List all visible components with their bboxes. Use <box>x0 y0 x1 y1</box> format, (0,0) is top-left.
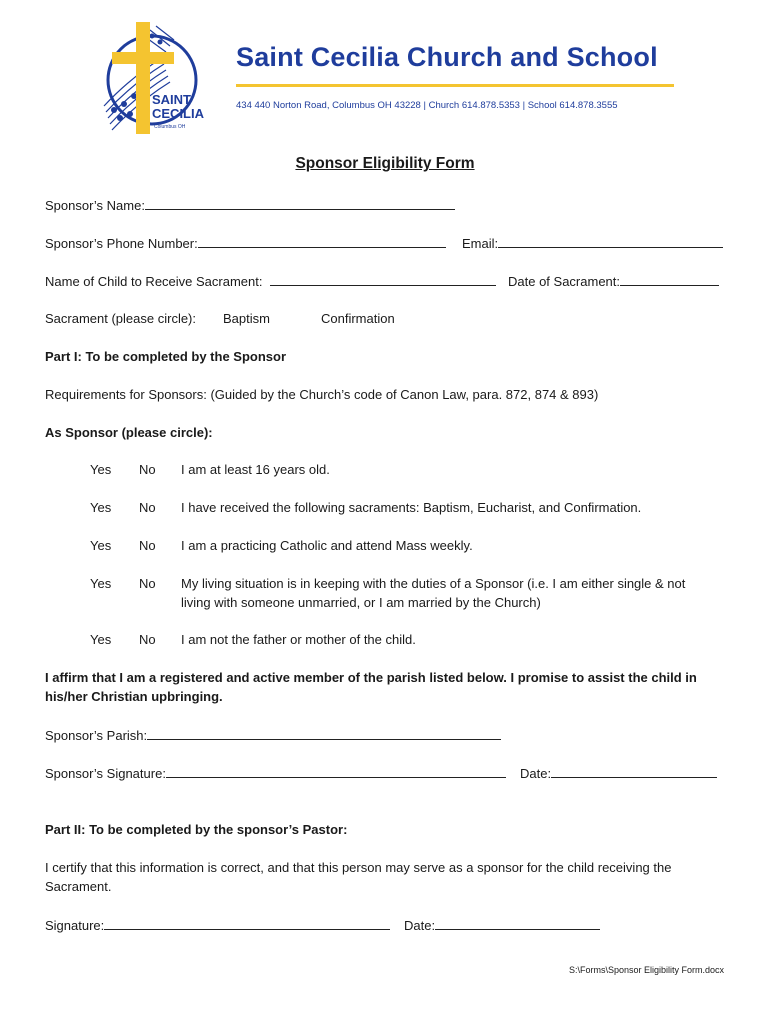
pastor-signature-row <box>45 917 390 933</box>
statement-practicing: I am a practicing Catholic and attend Mass weekly. <box>181 538 473 553</box>
no-option[interactable]: No <box>139 576 156 591</box>
child-name-row <box>45 273 496 289</box>
sponsor-date-row <box>520 765 717 781</box>
pastor-date-line[interactable] <box>435 917 600 930</box>
part2-heading: Part II: To be completed by the sponsor’s Pastor: <box>45 822 348 837</box>
part1-heading: Part I: To be completed by the Sponsor <box>45 349 287 364</box>
pastor-signature-label: Signature: <box>45 918 105 933</box>
sponsor-signature-label: Sponsor’s Signature: <box>45 766 166 781</box>
sponsor-signature-line[interactable] <box>166 765 506 778</box>
sacrament-date-row <box>508 273 719 289</box>
sacrament-date-line[interactable] <box>620 273 719 286</box>
child-name-label: Name of Child to Receive Sacrament: <box>45 274 263 289</box>
affirmation-text: I affirm that I am a registered and active member of the parish listed below. I promise to assist the child in his/her Christian upbringing. <box>45 670 697 704</box>
yes-option[interactable]: Yes <box>90 576 112 591</box>
form-title: Sponsor Eligibility Form <box>295 155 475 172</box>
email-label: Email: <box>462 236 499 251</box>
phone-line[interactable] <box>198 235 446 248</box>
requirements-text: Requirements for Sponsors: (Guided by the Church’s code of Canon Law, para. 872, 874 & 893) <box>45 387 599 402</box>
header-rule <box>236 84 674 87</box>
statement-not-parent: I am not the father or mother of the child. <box>181 632 416 647</box>
sponsor-name-row <box>45 197 455 213</box>
yes-option[interactable]: Yes <box>90 538 112 553</box>
parish-row <box>45 727 501 743</box>
file-path-footer: S:\Forms\Sponsor Eligibility Form.docx <box>568 965 724 975</box>
child-name-line[interactable] <box>270 273 496 286</box>
school-name: Saint Cecilia Church and School <box>236 42 658 72</box>
as-sponsor-label: As Sponsor (please circle): <box>45 425 213 440</box>
logo-word-cecilia: CECILIA <box>152 106 204 121</box>
certify-text: I certify that this information is correct, and that this person may serve as a sponsor for the child receiving the Sacrament. <box>45 860 672 894</box>
logo-word-saint: SAINT <box>152 92 191 107</box>
phone-row <box>45 235 446 251</box>
yes-option[interactable]: Yes <box>90 632 112 647</box>
sponsor-date-line[interactable] <box>551 765 717 778</box>
statement-sacraments: I have received the following sacraments: Baptism, Eucharist, and Confirmation. <box>181 500 642 515</box>
sacrament-label: Sacrament (please circle): <box>45 311 196 326</box>
sponsor-signature-row <box>45 765 506 781</box>
sacrament-date-label: Date of Sacrament: <box>508 274 620 289</box>
phone-label: Sponsor’s Phone Number: <box>45 236 198 251</box>
yes-option[interactable]: Yes <box>90 500 112 515</box>
pastor-date-row <box>404 917 600 933</box>
sponsor-name-line[interactable] <box>145 197 455 210</box>
sacrament-option-baptism[interactable]: Baptism <box>223 311 270 326</box>
logo-word-city: Columbus OH <box>154 124 186 130</box>
statement-living-situation: My living situation is in keeping with the duties of a Sponsor (i.e. I am either single & not living with someone unmarried, or I am married by the Church) <box>181 576 686 610</box>
school-address: 434 440 Norton Road, Columbus OH 43228 | Church 614.878.5353 | School 614.878.3555 <box>236 100 618 111</box>
pastor-signature-line[interactable] <box>104 917 390 930</box>
statement-age: I am at least 16 years old. <box>181 462 330 477</box>
sponsor-name-label: Sponsor’s Name: <box>45 198 145 213</box>
sponsor-date-label: Date: <box>520 766 552 781</box>
saint-cecilia-logo <box>90 18 218 146</box>
no-option[interactable]: No <box>139 462 156 477</box>
email-line[interactable] <box>498 235 723 248</box>
sacrament-option-confirmation[interactable]: Confirmation <box>321 311 395 326</box>
email-row <box>462 235 723 251</box>
pastor-date-label: Date: <box>404 918 436 933</box>
no-option[interactable]: No <box>139 632 156 647</box>
parish-label: Sponsor’s Parish: <box>45 728 148 743</box>
parish-line[interactable] <box>147 727 501 740</box>
no-option[interactable]: No <box>139 538 156 553</box>
yes-option[interactable]: Yes <box>90 462 112 477</box>
no-option[interactable]: No <box>139 500 156 515</box>
